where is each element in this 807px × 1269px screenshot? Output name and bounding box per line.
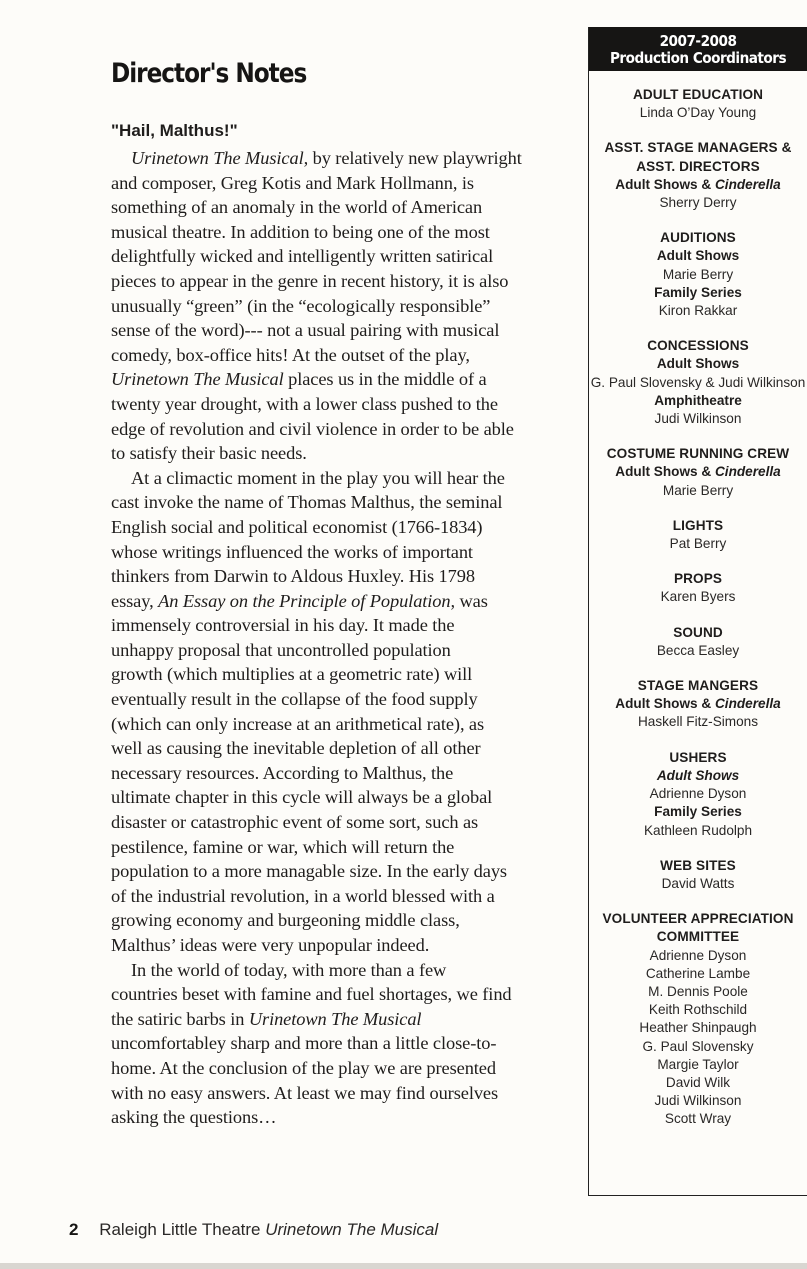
text-run: growth (which multiplies at a geometric rate) will [111,664,473,685]
panel-header-title: Production Coordinators [609,49,787,67]
text-run: musical theatre. In addition to being one of the most [111,221,490,242]
subcategory-label: Adult Shows & [615,176,715,192]
text-line [111,515,543,540]
text-run: disaster or catastrophic event of some sort, such as [111,812,479,833]
text-line [111,441,543,466]
role-title: ASST. DIRECTORS [636,158,760,174]
coordinator-name: David Watts [661,875,735,891]
coordinator-role [589,445,807,500]
role-title: COSTUME RUNNING CREW [606,446,790,462]
body-paragraph [111,958,543,1130]
coordinator-name: Linda O’Day Young [639,105,757,121]
text-line [111,343,543,368]
text-line [111,859,543,884]
role-title: STAGE MANGERS [637,678,759,694]
role-subcategory [589,284,807,302]
text-run: well as causing the inevitable depletion of all other [111,738,481,759]
text-run: whose writings influenced the works of important [111,541,473,562]
role-subcategory [589,803,807,821]
text-run: pieces to appear in the genre in recent history, it is also [111,270,509,291]
panel-header [589,27,807,71]
article-body [111,146,543,1130]
text-run: pestilence, famine or war, which will return the [111,836,455,857]
subcategory-label: Adult Shows [656,356,740,372]
text-line [111,785,543,810]
coordinator-role [589,857,807,893]
text-run: ultimate chapter in this cycle will always be a global [111,787,493,808]
text-line [111,982,543,1007]
coordinator-name: Sherry Derry [659,195,737,211]
text-line [111,638,543,663]
coordinator-role [589,677,807,732]
text-run: uncomfortabley sharp and more than a little close-to- [111,1033,497,1054]
text-line [111,1081,543,1106]
text-line [111,294,543,319]
coordinator-role [589,229,807,320]
text-run: English social and political economist (1766-1834) [111,516,483,537]
body-paragraph [111,146,543,466]
text-run: countries beset with famine and fuel shortages, we find [111,984,512,1005]
text-run: eventually result in the collapse of the food supply [111,689,478,710]
role-title: ADULT EDUCATION [632,87,764,102]
coordinator-role [589,749,807,840]
text-run: unusually “green” (in the “ecologically responsible” [111,295,491,316]
text-line [111,1105,543,1130]
text-line [111,564,543,589]
subcategory-italic: Cinderella [714,696,781,712]
text-line [111,466,543,491]
panel-header-year: 2007-2008 [659,32,737,50]
coordinator-name: Karen Byers [660,589,736,605]
text-line [111,269,543,294]
role-title: PROPS [673,571,723,587]
production-coordinators-panel [588,27,807,1196]
text-line [111,662,543,687]
text-line [111,171,543,196]
text-run: by relatively new playwright [308,148,522,168]
coordinator-name: Judi Wilkinson [654,411,742,427]
text-line [111,958,543,983]
italic-title: An Essay on the Principle of Population, [158,590,455,611]
role-title: WEB SITES [660,857,736,873]
body-paragraph [111,466,543,958]
coordinator-name: Heather Shinpaugh [639,1020,757,1036]
role-title: CONCESSIONS [647,338,749,354]
text-run: At a climactic moment in the play you will hear the [131,467,505,488]
role-subcategory [589,767,807,785]
coordinator-name: Scott Wray [664,1111,732,1127]
text-run: was [455,590,488,611]
coordinator-name: Haskell Fitz-Simons [637,714,759,730]
coordinator-name: Marie Berry [662,266,734,282]
text-run: Malthus’ ideas were very unpopular indeed. [111,935,430,955]
coordinator-list [589,86,807,1146]
text-run: edge of revolution and civil violence in order to be able [111,418,514,439]
text-run: essay, [111,590,159,611]
text-line [111,490,543,515]
coordinator-name: Marie Berry [662,482,734,498]
role-subcategory [589,695,807,713]
coordinator-role [589,86,807,122]
role-title: VOLUNTEER APPRECIATION [602,911,794,927]
role-title: COMMITTEE [656,929,740,945]
text-run: delightfully wicked and intelligently written satirical [111,246,494,267]
subcategory-label: Amphitheatre [654,392,742,408]
subcategory-italic: Cinderella [714,176,781,192]
page-edge [0,1263,807,1269]
coordinator-name: G. Paul Slovensky & Judi Wilkinson [590,374,806,390]
subcategory-label: Adult Shows & [615,464,715,480]
coordinator-name: Kiron Rakkar [658,303,738,319]
text-line [111,712,543,737]
role-title: USHERS [669,749,727,765]
coordinator-name: Margie Taylor [657,1056,739,1072]
text-line [111,220,543,245]
coordinator-name: Adrienne Dyson [649,786,747,802]
text-run: the satiric barbs in [111,1008,249,1029]
coordinator-name: Keith Rothschild [648,1002,748,1018]
text-run: unhappy proposal that uncontrolled population [111,639,451,660]
role-subcategory [589,392,807,410]
text-run: twenty year drought, with a lower class pushed to the [111,393,498,414]
text-run: of the industrial revolution, in a world blessed with a [111,885,495,906]
text-line [111,884,543,909]
text-line [111,392,543,417]
coordinator-role [589,624,807,660]
text-run: necessary resources. According to Malthus, the [111,762,454,783]
text-run: and composer, Greg Kotis and Mark Hollmann, is [111,172,474,193]
subcategory-label: Adult Shows [656,248,740,264]
text-run: cast invoke the name of Thomas Malthus, the seminal [111,492,503,513]
subcategory-italic: Adult Shows [656,767,740,783]
text-run: (which can only increase at an arithmetical rate), as [111,713,485,734]
text-run: with no easy answers. At least we may find ourselves [111,1082,499,1103]
coordinator-role [589,139,807,212]
coordinator-name: Catherine Lambe [645,965,751,981]
role-title: AUDITIONS [660,230,736,246]
subcategory-label: Family Series [654,804,742,820]
text-run: places us in the middle of a [283,369,487,390]
role-title: SOUND [673,624,723,640]
coordinator-role [589,337,807,428]
coordinator-name: Pat Berry [669,536,727,552]
text-line [111,367,543,392]
text-run: growing economy and burgeoning middle class, [111,910,460,931]
role-subcategory [589,355,807,373]
text-run: sense of the word)--- not a usual pairing with musical [111,320,500,341]
coordinator-role [589,910,807,1128]
text-line [111,1007,543,1032]
coordinator-name: Adrienne Dyson [649,947,747,963]
text-run: home. At the conclusion of the play we are presented [111,1057,496,1078]
page-number: 2 [69,1220,79,1239]
italic-title: Urinetown The Musical [111,369,284,390]
text-line [111,417,543,442]
text-line [111,1031,543,1056]
italic-title: Urinetown The Musical, [131,148,309,168]
coordinator-role [589,570,807,606]
text-run: something of an anomaly in the world of American [111,197,483,218]
text-line [111,244,543,269]
text-line [111,810,543,835]
coordinator-name: David Wilk [665,1074,731,1090]
footer-theatre: Raleigh Little Theatre [99,1220,266,1239]
italic-title: Urinetown The Musical [248,1008,422,1029]
text-run: to satisfy their basic needs. [111,443,307,464]
coordinator-name: G. Paul Slovensky [642,1038,754,1054]
text-run: comedy, box-office hits! At the outset of the play, [111,344,470,365]
subcategory-italic: Cinderella [714,464,781,480]
text-line [111,687,543,712]
text-line [111,933,543,958]
text-run: population to a more managable size. In the early days [111,861,507,882]
subcategory-label: Adult Shows & [615,696,715,712]
text-run: immensely controversial in his day. It made the [111,615,455,636]
text-run: thinkers from Darwin to Aldous Huxley. His 1798 [111,566,475,587]
coordinator-name: Becca Easley [656,642,740,658]
text-line [111,318,543,343]
coordinator-name: Judi Wilkinson [654,1093,742,1109]
text-line [111,736,543,761]
text-line [111,540,543,565]
article-subhead: "Hail, Malthus!" [111,121,238,140]
text-run: asking the questions… [111,1107,277,1128]
role-title: LIGHTS [672,517,724,533]
text-line [111,1056,543,1081]
text-line [111,761,543,786]
text-run: In the world of today, with more than a few [131,959,447,980]
text-line [111,146,543,171]
role-subcategory [589,463,807,481]
text-line [111,195,543,220]
text-line [111,908,543,933]
text-line [111,613,543,638]
footer-show-title: Urinetown The Musical [265,1220,439,1239]
role-subcategory [589,247,807,265]
page-title: Director's Notes [111,58,307,89]
text-line [111,589,543,614]
role-subcategory [589,176,807,194]
page-footer [69,1220,438,1240]
coordinator-role [589,517,807,553]
subcategory-label: Family Series [654,284,742,300]
coordinator-name: Kathleen Rudolph [643,822,753,838]
coordinator-name: M. Dennis Poole [648,983,748,999]
text-line [111,835,543,860]
role-title: ASST. STAGE MANAGERS & [604,140,792,156]
